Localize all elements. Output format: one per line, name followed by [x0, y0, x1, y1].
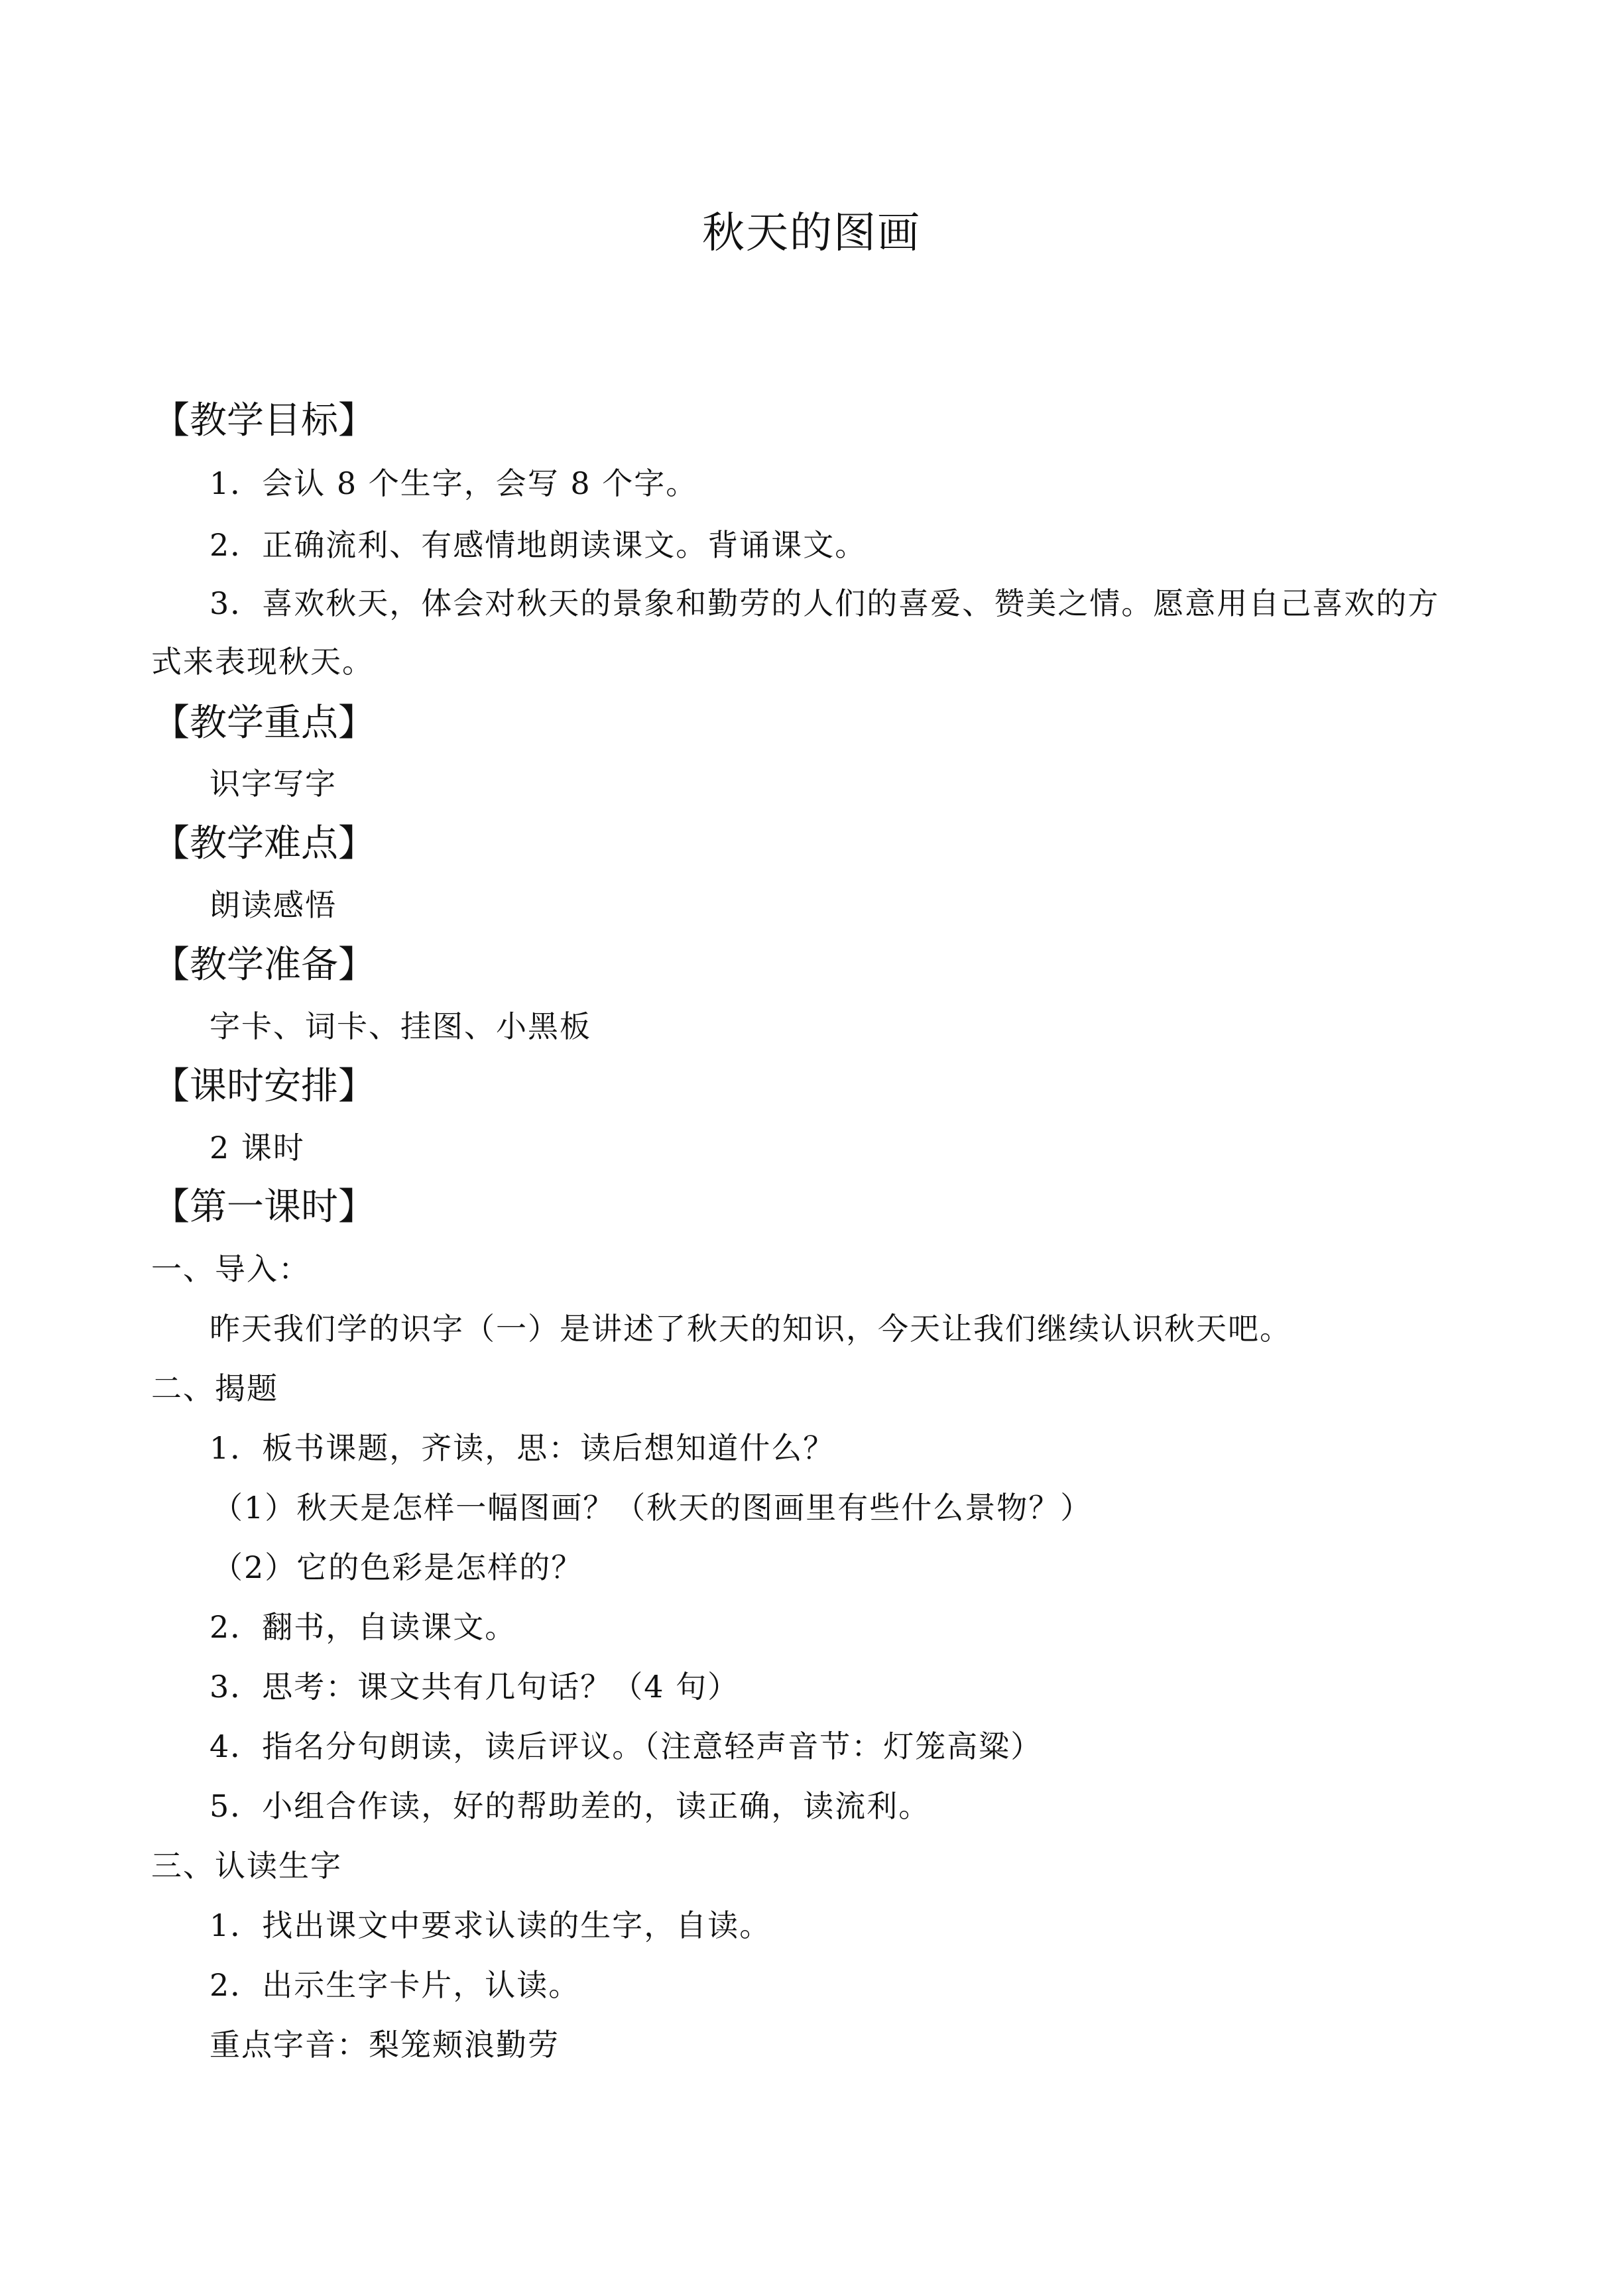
document-title: 秋天的图画: [702, 209, 921, 258]
reveal-topic-question-2: （2）它的色彩是怎样的？: [212, 1549, 583, 1585]
introduction-text: 昨天我们学的识字（一）是讲述了秋天的知识，今天让我们继续认识秋天吧。: [210, 1311, 1292, 1347]
section-heading-difficulties: 【教学难点】: [152, 822, 375, 865]
reveal-topic-item-3: 3．思考：课文共有几句话？（4 句）: [210, 1669, 740, 1705]
section-heading-preparation: 【教学准备】: [152, 943, 375, 987]
read-characters-item-1: 1．找出课文中要求认读的生字，自读。: [210, 1907, 772, 1943]
key-pronunciation-text: 重点字音：梨笼颊浪勤劳: [210, 2027, 560, 2063]
step-heading-read-characters: 三、认读生字: [151, 1848, 342, 1884]
objective-item-2: 2．正确流利、有感情地朗读课文。背诵课文。: [210, 527, 867, 563]
section-heading-objectives: 【教学目标】: [152, 399, 375, 442]
reveal-topic-question-1: （1）秋天是怎样一幅图画？（秋天的图画里有些什么景物？）: [212, 1490, 1093, 1526]
schedule-text: 2 课时: [210, 1130, 305, 1166]
reveal-topic-item-2: 2．翻书，自读课文。: [210, 1609, 517, 1645]
reveal-topic-item-1: 1．板书课题，齐读，思：读后想知道什么？: [210, 1430, 835, 1466]
read-characters-item-2: 2．出示生字卡片，认读。: [210, 1967, 581, 2003]
reveal-topic-item-5: 5．小组合作读，好的帮助差的，读正确，读流利。: [210, 1788, 931, 1824]
step-heading-reveal-topic: 二、揭题: [151, 1370, 278, 1406]
difficulties-text: 朗读感悟: [210, 887, 337, 923]
section-heading-schedule: 【课时安排】: [152, 1065, 375, 1108]
objective-item-1: 1．会认 8 个生字，会写 8 个字。: [210, 465, 698, 501]
key-points-text: 识字写字: [210, 766, 337, 802]
preparation-text: 字卡、词卡、挂图、小黑板: [210, 1008, 591, 1044]
section-heading-first-lesson: 【第一课时】: [152, 1185, 375, 1229]
section-heading-key-points: 【教学重点】: [152, 701, 375, 745]
objective-item-3-continued: 式来表现秋天。: [151, 644, 374, 680]
reveal-topic-item-4: 4．指名分句朗读，读后评议。（注意轻声音节：灯笼高粱）: [210, 1728, 1043, 1764]
objective-item-3: 3．喜欢秋天，体会对秋天的景象和勤劳的人们的喜爱、赞美之情。愿意用自己喜欢的方: [210, 585, 1440, 621]
step-heading-introduction: 一、导入：: [151, 1251, 310, 1287]
